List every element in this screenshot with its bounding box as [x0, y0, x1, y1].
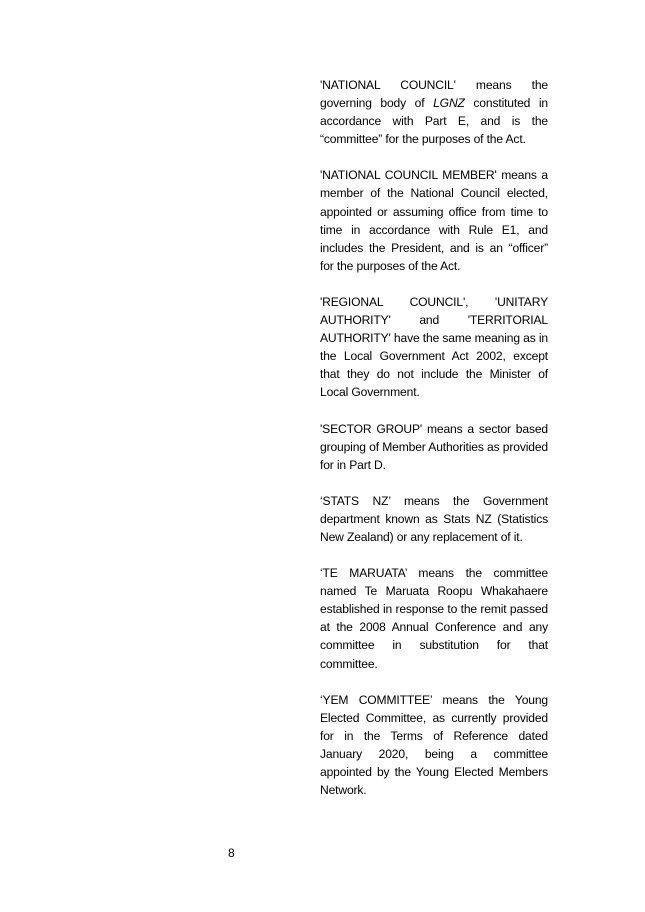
definition-stats-nz: [320, 492, 548, 546]
definition-text: 'SECTOR GROUP' means a sector based grouping of Member Authorities as provided for in Part D.: [320, 421, 548, 472]
definition-emphasis: LGNZ: [433, 96, 465, 111]
definition-text: ‘STATS NZ’ means the Government department known as Stats NZ (Statistics New Zealand) or any replacement of it.: [320, 493, 548, 544]
definition-national-council-member: [320, 166, 548, 275]
definition-regional-council: [320, 293, 548, 402]
definition-sector-group: [320, 420, 548, 474]
definition-te-maruata: [320, 564, 548, 673]
definitions-list: [320, 76, 548, 817]
page-number: 8: [228, 846, 235, 860]
definition-yem-committee: [320, 691, 548, 800]
definition-text: ‘TE MARUATA’ means the committee named Te Maruata Roopu Whakahaere established in response to the remit passed at the 2008 Annual Conference and any committee in substitution for that committee.: [320, 566, 548, 671]
definition-text-continued: constituted in accordance with Part E, and is the “committee” for the purposes of the Act.: [320, 96, 549, 147]
definition-text: 'NATIONAL COUNCIL' means the governing body of: [320, 78, 548, 111]
definition-text: 'REGIONAL COUNCIL', 'UNITARY AUTHORITY' and 'TERRITORIAL AUTHORITY' have the same meaning as in the Local Government Act 2002, except that they do not include the Minister of Local Government.: [320, 294, 548, 400]
definition-national-council: [320, 76, 548, 148]
definition-text: ‘YEM COMMITTEE’ means the Young Elected Committee, as currently provided for in the Terms of Reference dated January 2020, being a committee appointed by the Young Elected Members Network.: [320, 692, 548, 798]
definition-text: 'NATIONAL COUNCIL MEMBER' means a member of the National Council elected, appointed or assuming office from time to time in accordance with Rule E1, and includes the President, and is an “officer” for the purposes of the Act.: [320, 168, 548, 273]
